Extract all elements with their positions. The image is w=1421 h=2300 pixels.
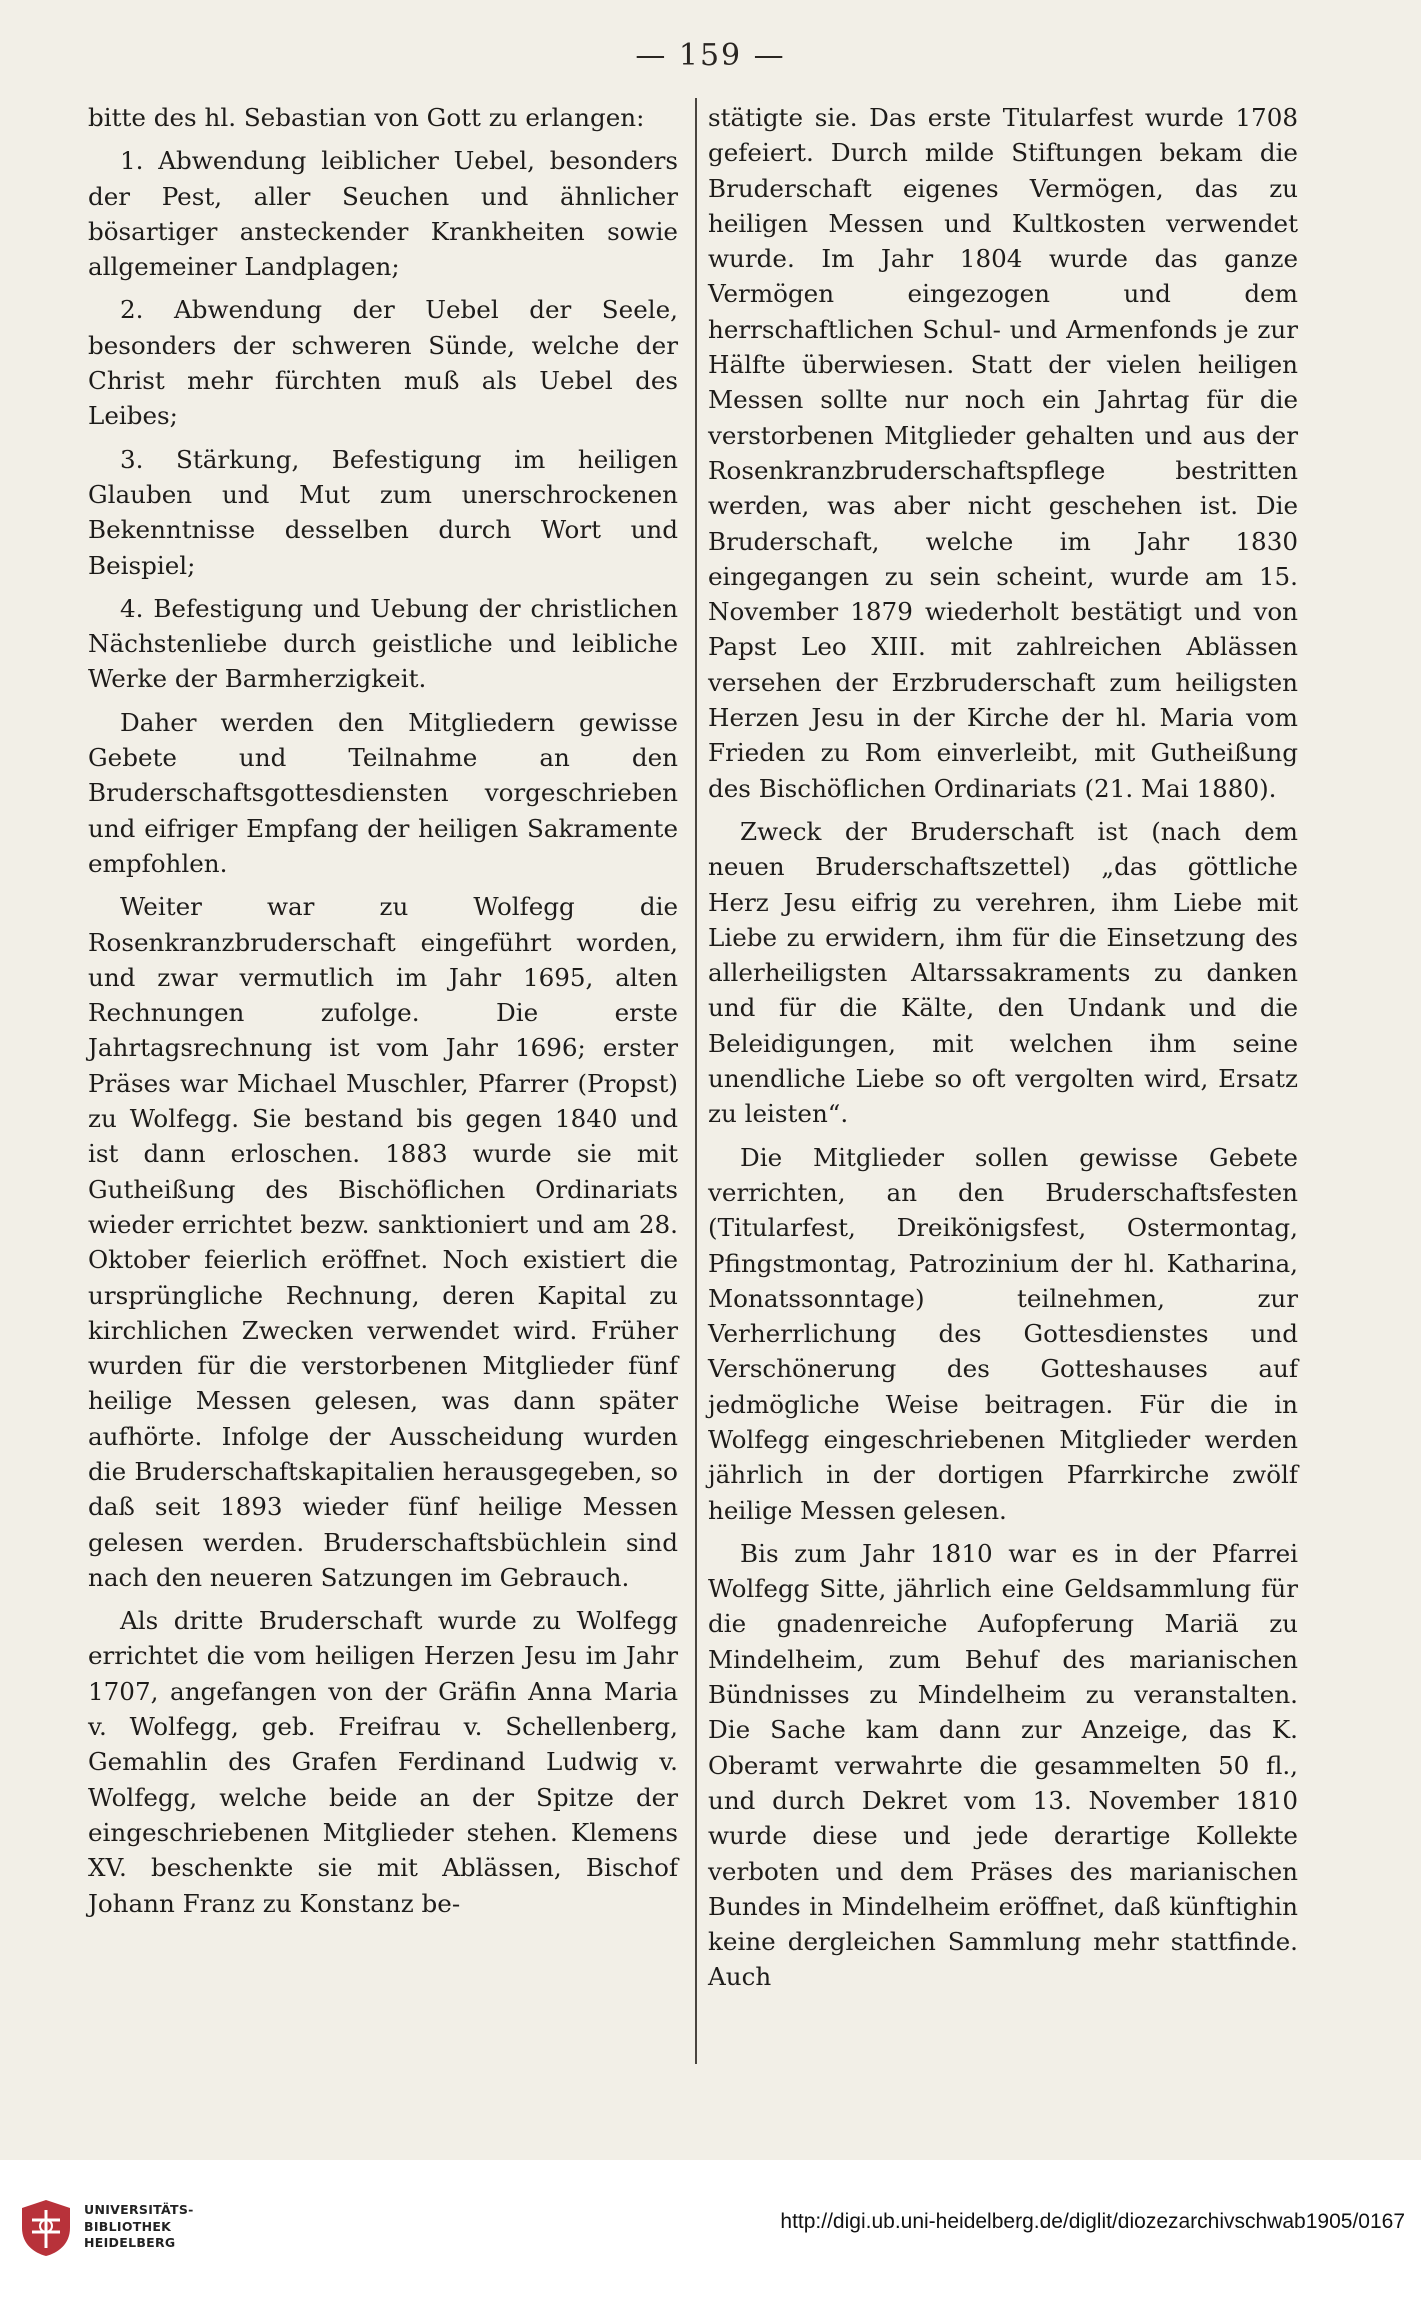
source-url[interactable]: http://digi.ub.uni-heidelberg.de/diglit/diozezarchivschwab1905/0167 <box>780 2210 1405 2233</box>
paragraph: 2. Abwendung der Uebel der Seele, besonders der schweren Sünde, welche der Christ mehr fürchten muß als Uebel des Leibes; <box>88 295 678 431</box>
library-seal-icon <box>18 2198 74 2258</box>
library-logo <box>18 2198 218 2268</box>
paragraph: Zweck der Bruderschaft ist (nach dem neuen Bruderschaftszettel) „das göttliche Herz Jesu eifrig zu verehren, ihm Liebe mit Liebe zu erwidern, ihm für die Einsetzung des allerheiligsten Altarssakraments zu danken und für die Kälte, den Undank und die Beleidigungen, mit welchen ihm seine unendliche Liebe so oft vergolten wird, Ersatz zu leisten“. <box>708 816 1298 1129</box>
left-column <box>88 100 678 2080</box>
paragraph: bitte des hl. Sebastian von Gott zu erlangen: <box>88 103 645 132</box>
paragraph: Weiter war zu Wolfegg die Rosenkranzbruderschaft eingeführt worden, und zwar vermutlich im Jahr 1695, alten Rechnungen zufolge. Die erste Jahrtagsrechnung ist vom Jahr 1696; erster Präses war Michael Muschler, Pfarrer (Propst) zu Wolfegg. Sie bestand bis gegen 1840 und ist dann erloschen. 1883 wurde sie mit Gutheißung des Bischöflichen Ordinariats wieder errichtet bezw. sanktioniert und am 28. Oktober feierlich eröffnet. Noch existiert die ursprüngliche Rechnung, deren Kapital zu kirchlichen Zwecken verwendet wird. Früher wurden für die verstorbenen Mitglieder fünf heilige Messen gelesen, was dann später aufhörte. Infolge der Ausscheidung wurden die Bruderschaftskapitalien herausgegeben, so daß seit 1893 wieder fünf heilige Messen gelesen werden. Bruderschaftsbüchlein sind nach den neueren Satzungen im Gebrauch. <box>88 892 678 1592</box>
paragraph: 3. Stärkung, Befestigung im heiligen Glauben und Mut zum unerschrockenen Bekenntnisse desselben durch Wort und Beispiel; <box>88 444 678 580</box>
paragraph: 4. Befestigung und Uebung der christlichen Nächstenliebe durch geistliche und leibliche Werke der Barmherzigkeit. <box>88 593 678 694</box>
logo-line: BIBLIOTHEK <box>84 2218 172 2234</box>
paragraph: Als dritte Bruderschaft wurde zu Wolfegg errichtet die vom heiligen Herzen Jesu im Jahr 1707, angefangen von der Gräfin Anna Maria v. Wolfegg, geb. Freifrau v. Schellenberg, Gemahlin des Grafen Ferdinand Ludwig v. Wolfegg, welche beide an der Spitze der eingeschriebenen Mitglieder stehen. Klemens XV. beschenkte sie mit Ablässen, Bischof Johann Franz zu Konstanz be- <box>88 1606 678 1918</box>
footer-bar <box>0 2160 1421 2300</box>
logo-line: HEIDELBERG <box>84 2235 176 2250</box>
paragraph: Daher werden den Mitgliedern gewisse Gebete und Teilnahme an den Bruderschaftsgottesdiensten vorgeschrieben und eifriger Empfang der heiligen Sakramente empfohlen. <box>88 707 678 878</box>
paragraph: Bis zum Jahr 1810 war es in der Pfarrei Wolfegg Sitte, jährlich eine Geldsammlung für die gnadenreiche Aufopferung Mariä zu Mindelheim, zum Behuf des marianischen Bündnisses zu Mindelheim zu veranstalten. Die Sache kam dann zur Anzeige, das K. Oberamt verwahrte die gesammelten 50 fl., und durch Dekret vom 13. November 1810 wurde diese und jede derartige Kollekte verboten und dem Präses des marianischen Bundes in Mindelheim eröffnet, daß künftighin keine dergleichen Sammlung mehr stattfinde. Auch <box>708 1538 1298 1992</box>
column-divider <box>695 98 697 2064</box>
right-column <box>708 100 1298 2080</box>
library-name <box>84 2202 234 2252</box>
logo-line: UNIVERSITÄTS- <box>84 2202 194 2217</box>
paragraph: 1. Abwendung leiblicher Uebel, besonders der Pest, aller Seuchen und ähnlicher bösartiger ansteckender Krankheiten sowie allgemeiner Landplagen; <box>88 146 678 282</box>
page-number: — 159 — <box>635 38 786 73</box>
paragraph: stätigte sie. Das erste Titularfest wurde 1708 gefeiert. Durch milde Stiftungen bekam die Bruderschaft eigenes Vermögen, das zu heiligen Messen und Kultkosten verwendet wurde. Im Jahr 1804 wurde das ganze Vermögen eingezogen und dem herrschaftlichen Schul- und Armenfonds je zur Hälfte überwiesen. Statt der vielen heiligen Messen sollte nur noch ein Jahrtag für die verstorbenen Mitglieder gehalten und aus der Rosenkranzbruderschaftspflege bestritten werden, was aber nicht geschehen ist. Die Bruderschaft, welche im Jahr 1830 eingegangen zu sein scheint, wurde am 15. November 1879 wiederholt bestätigt und von Papst Leo XIII. mit zahlreichen Ablässen versehen der Erzbruderschaft zum heiligsten Herzen Jesu in der Kirche der hl. Maria vom Frieden zu Rom einverleibt, mit Gutheißung des Bischöflichen Ordinariats (21. Mai 1880). <box>708 103 1298 803</box>
paragraph: Die Mitglieder sollen gewisse Gebete verrichten, an den Bruderschaftsfesten (Titularfest, Dreikönigsfest, Ostermontag, Pfingstmontag, Patrozinium der hl. Katharina, Monatssonntage) teilnehmen, zur Verherrlichung des Gottesdienstes und Verschönerung des Gotteshauses auf jedmögliche Weise beitragen. Für die in Wolfegg eingeschriebenen Mitglieder werden jährlich in der dortigen Pfarrkirche zwölf heilige Messen gelesen. <box>708 1142 1298 1525</box>
